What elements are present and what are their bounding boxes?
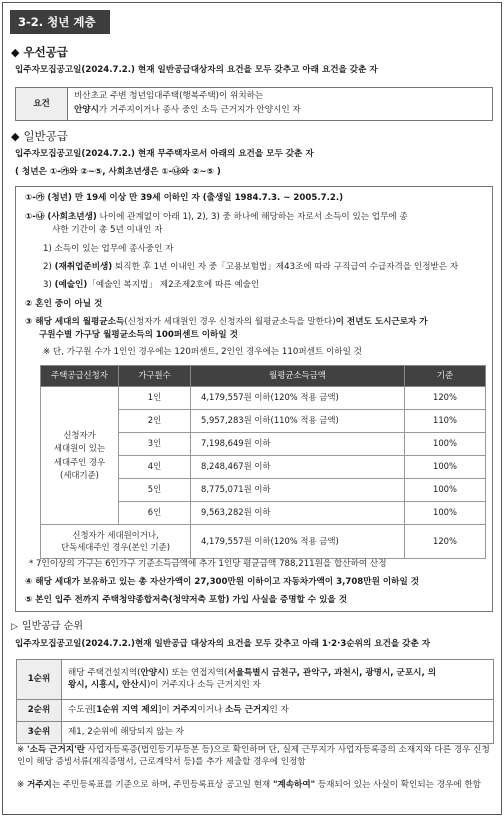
- household-size: 5인: [119, 479, 191, 502]
- rank-desc: 수도권[1순위 지역 제외]이 거주지이거나 소득 근거지인 자: [62, 700, 494, 722]
- standard-pct: 100%: [405, 502, 486, 525]
- req-assets: ④ 해당 세대가 보유하고 있는 총 자산가액이 27,300만원 이하이고 자동차가액이 3,708만원 이하일 것: [25, 577, 420, 587]
- income-amount: 9,563,282원 이하: [191, 502, 405, 525]
- income-amount: 4,179,557원 이하(120% 적용 금액): [191, 525, 405, 559]
- req-savings: ⑤ 본인 입주 전까지 주택청약종합저축(청약저축 포함) 가입 사실을 증명할 수 있을 것: [25, 595, 347, 605]
- diamond-bullet-icon: ◆: [11, 130, 20, 143]
- rank-desc: 제1, 2순위에 해당되지 않는 자: [62, 722, 494, 744]
- priority-heading: ◆ 우선공급: [11, 45, 68, 59]
- table-row: [17, 722, 494, 744]
- rank-desc: 해당 주택건설지역(안양시) 또는 연접지역(서울특별시 금천구, 관악구, 과천시, 광명시, 군포시, 의 왕시, 시흥시, 안산시)이 거주지나 소득 근거지인 자: [62, 660, 494, 700]
- household-size: 4인: [119, 456, 191, 479]
- income-amount: 8,248,467원 이하: [191, 456, 405, 479]
- table-row: [41, 387, 486, 410]
- col-standard: 기준: [405, 366, 486, 387]
- income-table-header: [41, 366, 486, 387]
- standard-pct: 120%: [405, 387, 486, 410]
- triangle-bullet-icon: ▷: [11, 622, 18, 632]
- section-title: 3-2. 청년 계층: [10, 10, 110, 34]
- req-youth: ①-㉮ (청년) 만 19세 이상 만 39세 이하인 자 (출생일 1984.7.3. ~ 2005.7.2.): [25, 193, 344, 203]
- req-sub-2: 2) (재취업준비생) 퇴직한 후 1년 이내인 자 중「고용보험법」제43조에 따라 구직급여 수급자격을 인정받은 자: [43, 262, 459, 272]
- household-size: 1인: [119, 387, 191, 410]
- col-applicant: 주택공급신청자: [41, 366, 119, 387]
- col-income: 월평균소득금액: [191, 366, 405, 387]
- rank-label: 1순위: [17, 660, 62, 700]
- ranking-table: [16, 659, 494, 744]
- req-new-worker: ①-㉯ (사회초년생) 나이에 관계없이 아래 1), 2), 3) 중 하나에 해당하는 자로서 소득이 있는 업무에 종: [25, 212, 408, 222]
- income-amount: 4,179,557원 이하(120% 적용 금액): [191, 387, 405, 410]
- note-income-base: ※ '소득 근거지'란 사업자등록증(법인등기부등본 등)으로 확인하며 단, 실제 근무지가 사업자등록증의 소재지와 다른 경우 신청인이 해당 증빙서류(재직증명서, 근로계약서 등)를 추가 제출할 경우에 인정함: [17, 745, 490, 768]
- general-heading: ◆ 일반공급: [11, 129, 68, 143]
- req-income-note: ※ 단, 가구원 수가 1인인 경우에는 120퍼센트, 2인인 경우에는 110퍼센트 이하일 것: [43, 347, 362, 357]
- general-condition: ( 청년은 ①-㉮와 ②~⑤, 사회초년생은 ①-㉯와 ②~⑤ ): [15, 167, 221, 177]
- diamond-bullet-icon: ◆: [11, 46, 20, 59]
- req-unmarried: ② 혼인 중이 아닐 것: [25, 299, 103, 309]
- req-income-l1: ③ 해당 세대의 월평균소득(신청자가 세대원인 경우 신청자의 월평균소득을 말한다)이 전년도 도시근로자 가: [25, 317, 428, 327]
- income-table: [40, 365, 486, 559]
- rank-label: 2순위: [17, 700, 62, 722]
- rank-label: 3순위: [17, 722, 62, 744]
- requirement-label: 요건: [16, 88, 68, 120]
- req-income-l2: 구원수별 가구당 월평균소득의 100퍼센트 이하일 것: [39, 330, 238, 340]
- standard-pct: 100%: [405, 479, 486, 502]
- group-label-householder: 신청자가 세대원이 있는 세대주인 경우 (세대기준): [41, 387, 119, 525]
- priority-requirement-box: [15, 87, 493, 121]
- general-notice: 입주자모집공고일(2024.7.2.) 현재 무주택자로서 아래의 요건을 모두 갖춘 자: [15, 149, 314, 159]
- req-new-worker-cont: 사한 기간이 총 5년 이내인 자: [52, 225, 163, 235]
- household-size: 3인: [119, 433, 191, 456]
- income-amount: 7,198,649원 이하: [191, 433, 405, 456]
- seven-person-note: * 7인이상의 가구는 6인가구 기준소득금액에 추가 1인당 평균금액 788,211원을 합산하여 산정: [29, 559, 387, 569]
- standard-pct: 120%: [405, 525, 486, 559]
- standard-pct: 100%: [405, 433, 486, 456]
- document-page: [2, 2, 502, 815]
- group-label-single: 신청자가 세대원이거나, 단독세대주인 경우(본인 기준): [41, 525, 191, 559]
- table-row: [41, 525, 486, 559]
- requirement-line1: 비산초교 주변 청년임대주택(행복주택)이 위치하는: [74, 91, 264, 101]
- col-household: 가구원수: [119, 366, 191, 387]
- standard-pct: 100%: [405, 456, 486, 479]
- req-sub-3: 3) (예술인)「예술인 복지법」 제2조제2호에 따른 예술인: [43, 280, 260, 290]
- household-size: 2인: [119, 410, 191, 433]
- household-size: 6인: [119, 502, 191, 525]
- note-residence: ※ 거주지는 주민등록표를 기준으로 하며, 주민등록표상 공고일 현재 "계속하여" 등재되어 있는 사실이 확인되는 경우에 한함: [17, 780, 481, 790]
- table-row: [17, 660, 494, 700]
- income-amount: 5,957,283원 이하(110% 적용 금액): [191, 410, 405, 433]
- standard-pct: 110%: [405, 410, 486, 433]
- ranking-notice: 입주자모집공고일(2024.7.2.)현재 일반공급 대상자의 요건을 모두 갖추고 아래 1·2·3순위의 요건을 갖춘 자: [15, 639, 431, 649]
- ranking-heading: ▷ 일반공급 순위: [11, 621, 84, 632]
- req-sub-1: 1) 소득이 있는 업무에 종사중인 자: [43, 244, 174, 254]
- income-amount: 8,775,071원 이하: [191, 479, 405, 502]
- priority-notice: 입주자모집공고일(2024.7.2.) 현재 일반공급대상자의 요건을 모두 갖추고 아래 요건을 갖춘 자: [15, 65, 378, 75]
- requirement-line2: 안양시가 거주지이거나 종사 중인 소득 근거지가 안양시인 자: [74, 105, 301, 115]
- table-row: [17, 700, 494, 722]
